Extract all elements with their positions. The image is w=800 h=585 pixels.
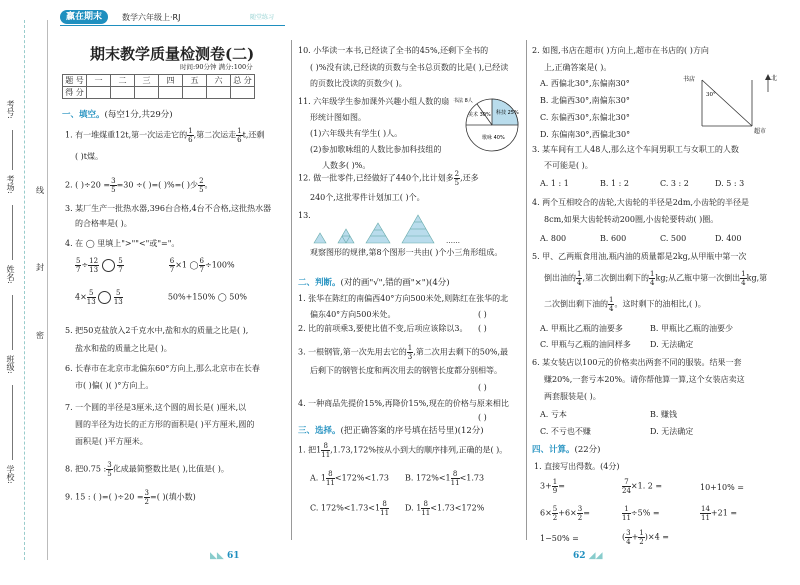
score-header-cell: 一 bbox=[87, 75, 111, 87]
question-9: 9. 15 : ( )=( )÷20 = $\frac{3}{2}$ =( )(填小数) bbox=[65, 489, 196, 506]
cut-mark-xian: 线 bbox=[36, 186, 44, 195]
question-6: 6. 长春市在北京市北偏东60°方向上,那么北京市在长春 bbox=[65, 364, 260, 373]
choice-3-option-a[interactable]: A. 1 : 1 bbox=[540, 179, 569, 188]
score-table-score-row bbox=[63, 87, 255, 99]
fraction: $\frac{3}{2}$ bbox=[577, 505, 583, 522]
question-1: 1. 有一堆煤重12t,第一次运走它的 $\frac{1}{6}$ ,第二次运走 $\frac{1}{6}$ t,还剩 bbox=[65, 127, 265, 144]
question-4: 4. 在 ◯ 里填上">""<"或"="。 bbox=[65, 239, 180, 248]
calc-item: ( $\frac{3}{4}$ + $\frac{1}{2}$ )×4 = bbox=[622, 529, 669, 546]
judge-1: 1. 张华在陈红的南偏西40°方向500米处,则陈红在张华的北 bbox=[298, 294, 509, 303]
fraction: $\frac{8}{11}$ bbox=[321, 442, 331, 459]
fraction: $\frac{2}{5}$ bbox=[199, 177, 204, 194]
choice-5-option-d[interactable]: D. 无法确定 bbox=[650, 340, 694, 349]
question-10: 10. 小华读一本书,已经读了全书的45%,还剩下全书的 bbox=[298, 46, 489, 55]
question-11-line2: 形统计图如图。 bbox=[310, 113, 366, 122]
choice-5-option-c[interactable]: C. 甲瓶与乙瓶的油同样多 bbox=[540, 340, 631, 349]
score-header-cell: 六 bbox=[207, 75, 231, 87]
choice-4-option-d[interactable]: D. 400 bbox=[715, 234, 742, 243]
margin-label-school: 学校: bbox=[6, 465, 15, 484]
pie-label-art: 美术 30% bbox=[468, 112, 491, 118]
question-5: 5. 把50克盐放入2千克水中,盐和水的质量之比是( ), bbox=[65, 326, 249, 335]
score-table bbox=[62, 74, 255, 99]
brand-subject: 数学六年级上·RJ bbox=[122, 13, 181, 22]
map-market-label: 超市 bbox=[754, 128, 767, 135]
choice-6-option-d[interactable]: D. 无法确定 bbox=[650, 427, 694, 436]
svg-text:……: …… bbox=[446, 237, 460, 245]
question-6-line2: 市( )偏( )( )°方向上。 bbox=[75, 381, 154, 390]
question-10-line3: 的页数比没读的页数少( )。 bbox=[310, 79, 407, 88]
question-11-sub1: (1)六年级共有学生( )人。 bbox=[310, 129, 403, 138]
judge-1-answer[interactable]: ( ) bbox=[478, 310, 487, 319]
fraction: $\frac{5}{7}$ bbox=[118, 257, 123, 274]
choice-3: 3. 某车间有工人48人,那么这个车间男职工与女职工的人数 bbox=[532, 145, 739, 154]
fraction: $\frac{1}{4}$ bbox=[650, 270, 655, 287]
margin-label-name: 姓名: bbox=[6, 265, 15, 284]
score-header-cell: 三 bbox=[135, 75, 159, 87]
choice-1-option-d[interactable]: D. 1 $\frac{8}{11}$ <1.73<172% bbox=[405, 500, 485, 517]
map-angle-label: 30° bbox=[706, 92, 716, 98]
fraction: $\frac{3}{2}$ bbox=[144, 489, 150, 506]
fraction: $\frac{1}{11}$ bbox=[622, 505, 631, 522]
choice-5-option-a[interactable]: A. 甲瓶比乙瓶的油要多 bbox=[540, 324, 623, 333]
choice-6: 6. 某女装店以100元的价格卖出两套不同的服装。结果一套 bbox=[532, 358, 742, 367]
choice-6-line3: 两套服装是( )。 bbox=[544, 392, 601, 401]
choice-2-line2: 上,正确答案是( )。 bbox=[544, 63, 612, 72]
pie-label-science: 科技 25% bbox=[496, 110, 519, 116]
score-header-cell: 五 bbox=[183, 75, 207, 87]
question-7-line3: 面积是( )平方厘米。 bbox=[75, 437, 148, 446]
compare-circle[interactable] bbox=[98, 291, 111, 304]
margin-line-1 bbox=[12, 130, 13, 170]
page-number-right: 62 ◢◢ bbox=[573, 551, 603, 561]
question-2: 2. ( )÷20 = $\frac{3}{5}$ =30 ÷( )=( )%=( )少 $\frac{2}{5}$ 。 bbox=[65, 177, 213, 194]
question-11-sub2-line2: 人数多( )%。 bbox=[322, 161, 371, 170]
question-13-line2: 观察图形的规律,第8个图形一共由( )个小三角形组成。 bbox=[310, 248, 503, 257]
fraction: $\frac{8}{11}$ bbox=[380, 500, 390, 517]
section-multiple-choice: 三、选择。(把正确答案的序号填在括号里)(12分) bbox=[298, 426, 484, 436]
fraction: $\frac{14}{11}$ bbox=[701, 505, 710, 522]
judge-4: 4. 一种商品先提价15%,再降价15%,现在的价格与原来相比 bbox=[298, 399, 509, 408]
score-header-cell: 总 分 bbox=[231, 75, 255, 87]
section-calculation: 四、计算。(22分) bbox=[532, 445, 601, 455]
fraction: $\frac{1}{6}$ bbox=[237, 127, 242, 144]
choice-1-option-c[interactable]: C. 172%<1.73<1 $\frac{8}{11}$ bbox=[310, 500, 390, 517]
fraction: $\frac{1}{9}$ bbox=[552, 478, 558, 495]
fraction: $\frac{3}{5}$ bbox=[107, 461, 112, 478]
choice-4: 4. 两个互相咬合的齿轮,大齿轮的半径是2dm,小齿轮的半径是 bbox=[532, 198, 750, 207]
question-4-row1: $\frac{5}{7}$ ÷ $\frac{12}{13}$ $\frac{5}{7}$ $\frac{6}{7}$ ×1 ◯ $\frac{6}{7}$ ÷100% bbox=[76, 257, 235, 274]
judge-3-answer[interactable]: ( ) bbox=[478, 383, 487, 392]
choice-1: 1. 把1 $\frac{8}{11}$ ,1.73,172%按从小到大的顺序排列,正确的是( )。 bbox=[298, 442, 508, 459]
pie-chart bbox=[452, 94, 522, 156]
score-cell[interactable] bbox=[111, 87, 135, 99]
question-7: 7. 一个圆的半径是3厘米,这个圆的周长是( )厘米,以 bbox=[65, 403, 247, 412]
header-rule bbox=[60, 25, 285, 26]
binding-margin bbox=[0, 0, 52, 585]
question-7-line2: 圆的半径为边长的正方形的面积是( )平方厘米,圆的 bbox=[75, 420, 255, 429]
calc-item: $\frac{1}{11}$ ÷5% = bbox=[622, 505, 660, 522]
margin-line-2 bbox=[12, 205, 13, 260]
question-11-sub2: (2)参加歌咏组的人数比参加科技组的 bbox=[310, 145, 442, 154]
brand-tag: 随堂练习 bbox=[250, 14, 275, 21]
margin-label-kaochang: 考场: bbox=[6, 175, 15, 194]
question-4-row2: 4× $\frac{5}{13}$ $\frac{5}{13}$ 50%+150% ◯ 50% bbox=[75, 289, 248, 306]
brand-name: 赢在期末 bbox=[66, 12, 103, 22]
choice-2: 2. 如图,书店在超市( )方向上,超市在书店的( )方向 bbox=[532, 46, 709, 55]
judge-2-answer[interactable]: ( ) bbox=[478, 324, 487, 333]
score-cell[interactable] bbox=[87, 87, 111, 99]
judge-3-line2: 后剩下的钢管长度和两次用去的钢管长度都分别相等。 bbox=[310, 366, 502, 375]
map-north-label: 北 bbox=[771, 75, 778, 82]
question-13: 13. bbox=[298, 211, 311, 220]
question-1-line2: ( )t煤。 bbox=[75, 152, 103, 161]
fraction: $\frac{3}{4}$ bbox=[626, 529, 631, 546]
question-12: 12. 做一批零件,已经做好了440个,比计划多 $\frac{2}{5}$ ,还多 bbox=[298, 170, 479, 187]
direction-map bbox=[680, 70, 780, 135]
fraction: $\frac{6}{7}$ bbox=[169, 257, 175, 274]
cut-mark-mi: 密 bbox=[36, 331, 44, 340]
calc-title: 1. 直接写出得数。(4分) bbox=[534, 462, 620, 471]
choice-2-option-b[interactable]: B. 北偏西30°,南偏东30° bbox=[540, 96, 630, 105]
choice-3-option-b[interactable]: B. 1 : 2 bbox=[600, 179, 629, 188]
fraction: $\frac{5}{2}$ bbox=[552, 505, 558, 522]
calc-item: 10+10% = bbox=[700, 483, 744, 492]
judge-1-line2: 偏东40°方向500米处。 bbox=[310, 310, 396, 319]
fraction: $\frac{3}{5}$ bbox=[111, 177, 116, 194]
question-5-line2: 盐水和盐的质量之比是( )。 bbox=[75, 344, 172, 353]
section-fill-blank: 一、填空。(每空1分,共29分) bbox=[62, 110, 173, 120]
calc-item: $\frac{7}{24}$ ×1. 2 = bbox=[622, 478, 663, 495]
fraction: $\frac{8}{11}$ bbox=[421, 500, 431, 517]
choice-1-option-a[interactable]: A. 1 $\frac{8}{11}$ <172%<1.73 bbox=[310, 470, 389, 487]
score-cell[interactable] bbox=[183, 87, 207, 99]
cut-mark-feng: 封 bbox=[36, 263, 44, 272]
choice-5-line2: 倒出油的 $\frac{1}{4}$ ,第二次倒出剩下的 $\frac{1}{4}$ kg;从乙瓶中第一次倒出 $\frac{1}{4}$ kg,第 bbox=[544, 270, 768, 287]
fraction: $\frac{1}{2}$ bbox=[639, 529, 644, 546]
page-number-left: ◣◣ 61 bbox=[210, 551, 240, 561]
fraction: $\frac{1}{4}$ bbox=[741, 270, 746, 287]
margin-label-kaohao: 考号: bbox=[6, 100, 15, 119]
choice-2-option-c[interactable]: C. 东偏西30°,东偏北30° bbox=[540, 113, 630, 122]
score-header-cell: 题 号 bbox=[63, 75, 87, 87]
question-11: 11. 六年级学生参加课外兴趣小组人数的扇 bbox=[298, 97, 450, 106]
choice-3-option-d[interactable]: D. 5 : 3 bbox=[715, 179, 745, 188]
choice-2-option-d[interactable]: D. 东偏南30°,西偏北30° bbox=[540, 130, 631, 139]
judge-2: 2. 比的前项乘3,要使比值不变,后项应该除以3。 bbox=[298, 324, 468, 333]
question-3: 3. 某厂生产一批热水器,396台合格,4台不合格,这批热水器 bbox=[65, 204, 272, 213]
fraction: $\frac{1}{4}$ bbox=[609, 296, 614, 313]
fraction: $\frac{7}{24}$ bbox=[622, 478, 631, 495]
brand-logo bbox=[60, 10, 108, 24]
fraction: $\frac{1}{3}$ bbox=[407, 344, 413, 361]
margin-line-3 bbox=[12, 295, 13, 350]
score-cell[interactable] bbox=[231, 87, 255, 99]
question-10-line2: ( )%没有读,已经读的页数与全书总页数的比是( ),已经读 bbox=[310, 63, 509, 72]
choice-3-line2: 不可能是( )。 bbox=[544, 161, 593, 170]
fraction: $\frac{2}{5}$ bbox=[454, 170, 460, 187]
calc-item: 6× $\frac{5}{2}$ +6× $\frac{3}{2}$ = bbox=[540, 505, 590, 522]
choice-3-option-c[interactable]: C. 3 : 2 bbox=[660, 179, 689, 188]
score-cell[interactable] bbox=[159, 87, 183, 99]
calc-item: 3+ $\frac{1}{9}$ = bbox=[540, 478, 565, 495]
triangle-pattern bbox=[306, 207, 476, 245]
fraction: $\frac{1}{4}$ bbox=[577, 270, 582, 287]
question-8: 8. 把0.75 : $\frac{3}{5}$ 化成最简整数比是( ),比值是( )。 bbox=[65, 461, 229, 478]
fraction: $\frac{5}{13}$ bbox=[113, 289, 123, 306]
choice-4-line2: 8cm,如果大齿轮转动200圈,小齿轮要转动( )圈。 bbox=[544, 215, 719, 224]
question-12-line2: 240个,这批零件计划加工( )个。 bbox=[310, 193, 425, 202]
choice-6-line2: 赚20%,一套亏本20%。请你帮他算一算,这个女装店卖这 bbox=[544, 375, 745, 384]
calc-item: $\frac{14}{11}$ +21 = bbox=[701, 505, 738, 522]
question-3-line2: 的合格率是( )。 bbox=[75, 219, 132, 228]
fraction: $\frac{5}{7}$ bbox=[76, 257, 81, 274]
choice-6-option-b[interactable]: B. 赚钱 bbox=[650, 410, 677, 419]
pie-label-calligraphy: 书法 8人 bbox=[453, 98, 473, 104]
score-row-label: 得 分 bbox=[63, 87, 87, 99]
choice-4-option-c[interactable]: C. 500 bbox=[660, 234, 687, 243]
choice-5-line3: 二次倒出剩下油的 $\frac{1}{4}$ 。这时剩下的油相比,( )。 bbox=[544, 296, 706, 313]
exam-meta: 时间:90分钟 满分:100分 bbox=[180, 63, 253, 71]
choice-6-option-c[interactable]: C. 不亏也不赚 bbox=[540, 427, 591, 436]
score-table-header-row bbox=[63, 75, 255, 87]
column-divider-1 bbox=[291, 40, 292, 540]
score-cell[interactable] bbox=[135, 87, 159, 99]
score-cell[interactable] bbox=[207, 87, 231, 99]
choice-5-option-b[interactable]: B. 甲瓶比乙瓶的油要少 bbox=[650, 324, 733, 333]
calc-item: 1−50% = bbox=[540, 534, 579, 543]
choice-6-option-a[interactable]: A. 亏本 bbox=[540, 410, 567, 419]
section-true-false: 二、判断。(对的画"√",错的画"×")(4分) bbox=[298, 278, 450, 288]
column-divider-2 bbox=[526, 40, 527, 540]
margin-line-4 bbox=[12, 385, 13, 460]
score-header-cell: 四 bbox=[159, 75, 183, 87]
fraction: $\frac{6}{7}$ bbox=[199, 257, 204, 274]
margin-label-class: 班级: bbox=[6, 355, 15, 374]
judge-4-answer[interactable]: ( ) bbox=[478, 413, 487, 422]
pie-label-choir: 歌咏 40% bbox=[482, 135, 505, 141]
fraction: $\frac{5}{13}$ bbox=[86, 289, 96, 306]
choice-4-option-a[interactable]: A. 800 bbox=[540, 234, 567, 243]
fraction: $\frac{12}{13}$ bbox=[89, 257, 99, 274]
choice-4-option-b[interactable]: B. 600 bbox=[600, 234, 627, 243]
fraction: $\frac{8}{11}$ bbox=[325, 470, 335, 487]
choice-5: 5. 甲、乙两瓶食用油,瓶内油的质量都是2kg,从甲瓶中第一次 bbox=[532, 252, 747, 261]
compare-circle[interactable] bbox=[102, 259, 115, 272]
choice-1-option-b[interactable]: B. 172%<1 $\frac{8}{11}$ <1.73 bbox=[405, 470, 485, 487]
score-header-cell: 二 bbox=[111, 75, 135, 87]
map-shop-label: 书店 bbox=[683, 76, 696, 83]
fraction: $\frac{8}{11}$ bbox=[450, 470, 460, 487]
choice-2-option-a[interactable]: A. 西偏北30°,东偏南30° bbox=[540, 79, 630, 88]
judge-3: 3. 一根钢管,第一次先用去它的 $\frac{1}{3}$ ,第二次用去剩下的50%,最 bbox=[298, 344, 509, 361]
fraction: $\frac{1}{6}$ bbox=[188, 127, 193, 144]
page-title: 期末教学质量检测卷(二) bbox=[90, 45, 255, 63]
